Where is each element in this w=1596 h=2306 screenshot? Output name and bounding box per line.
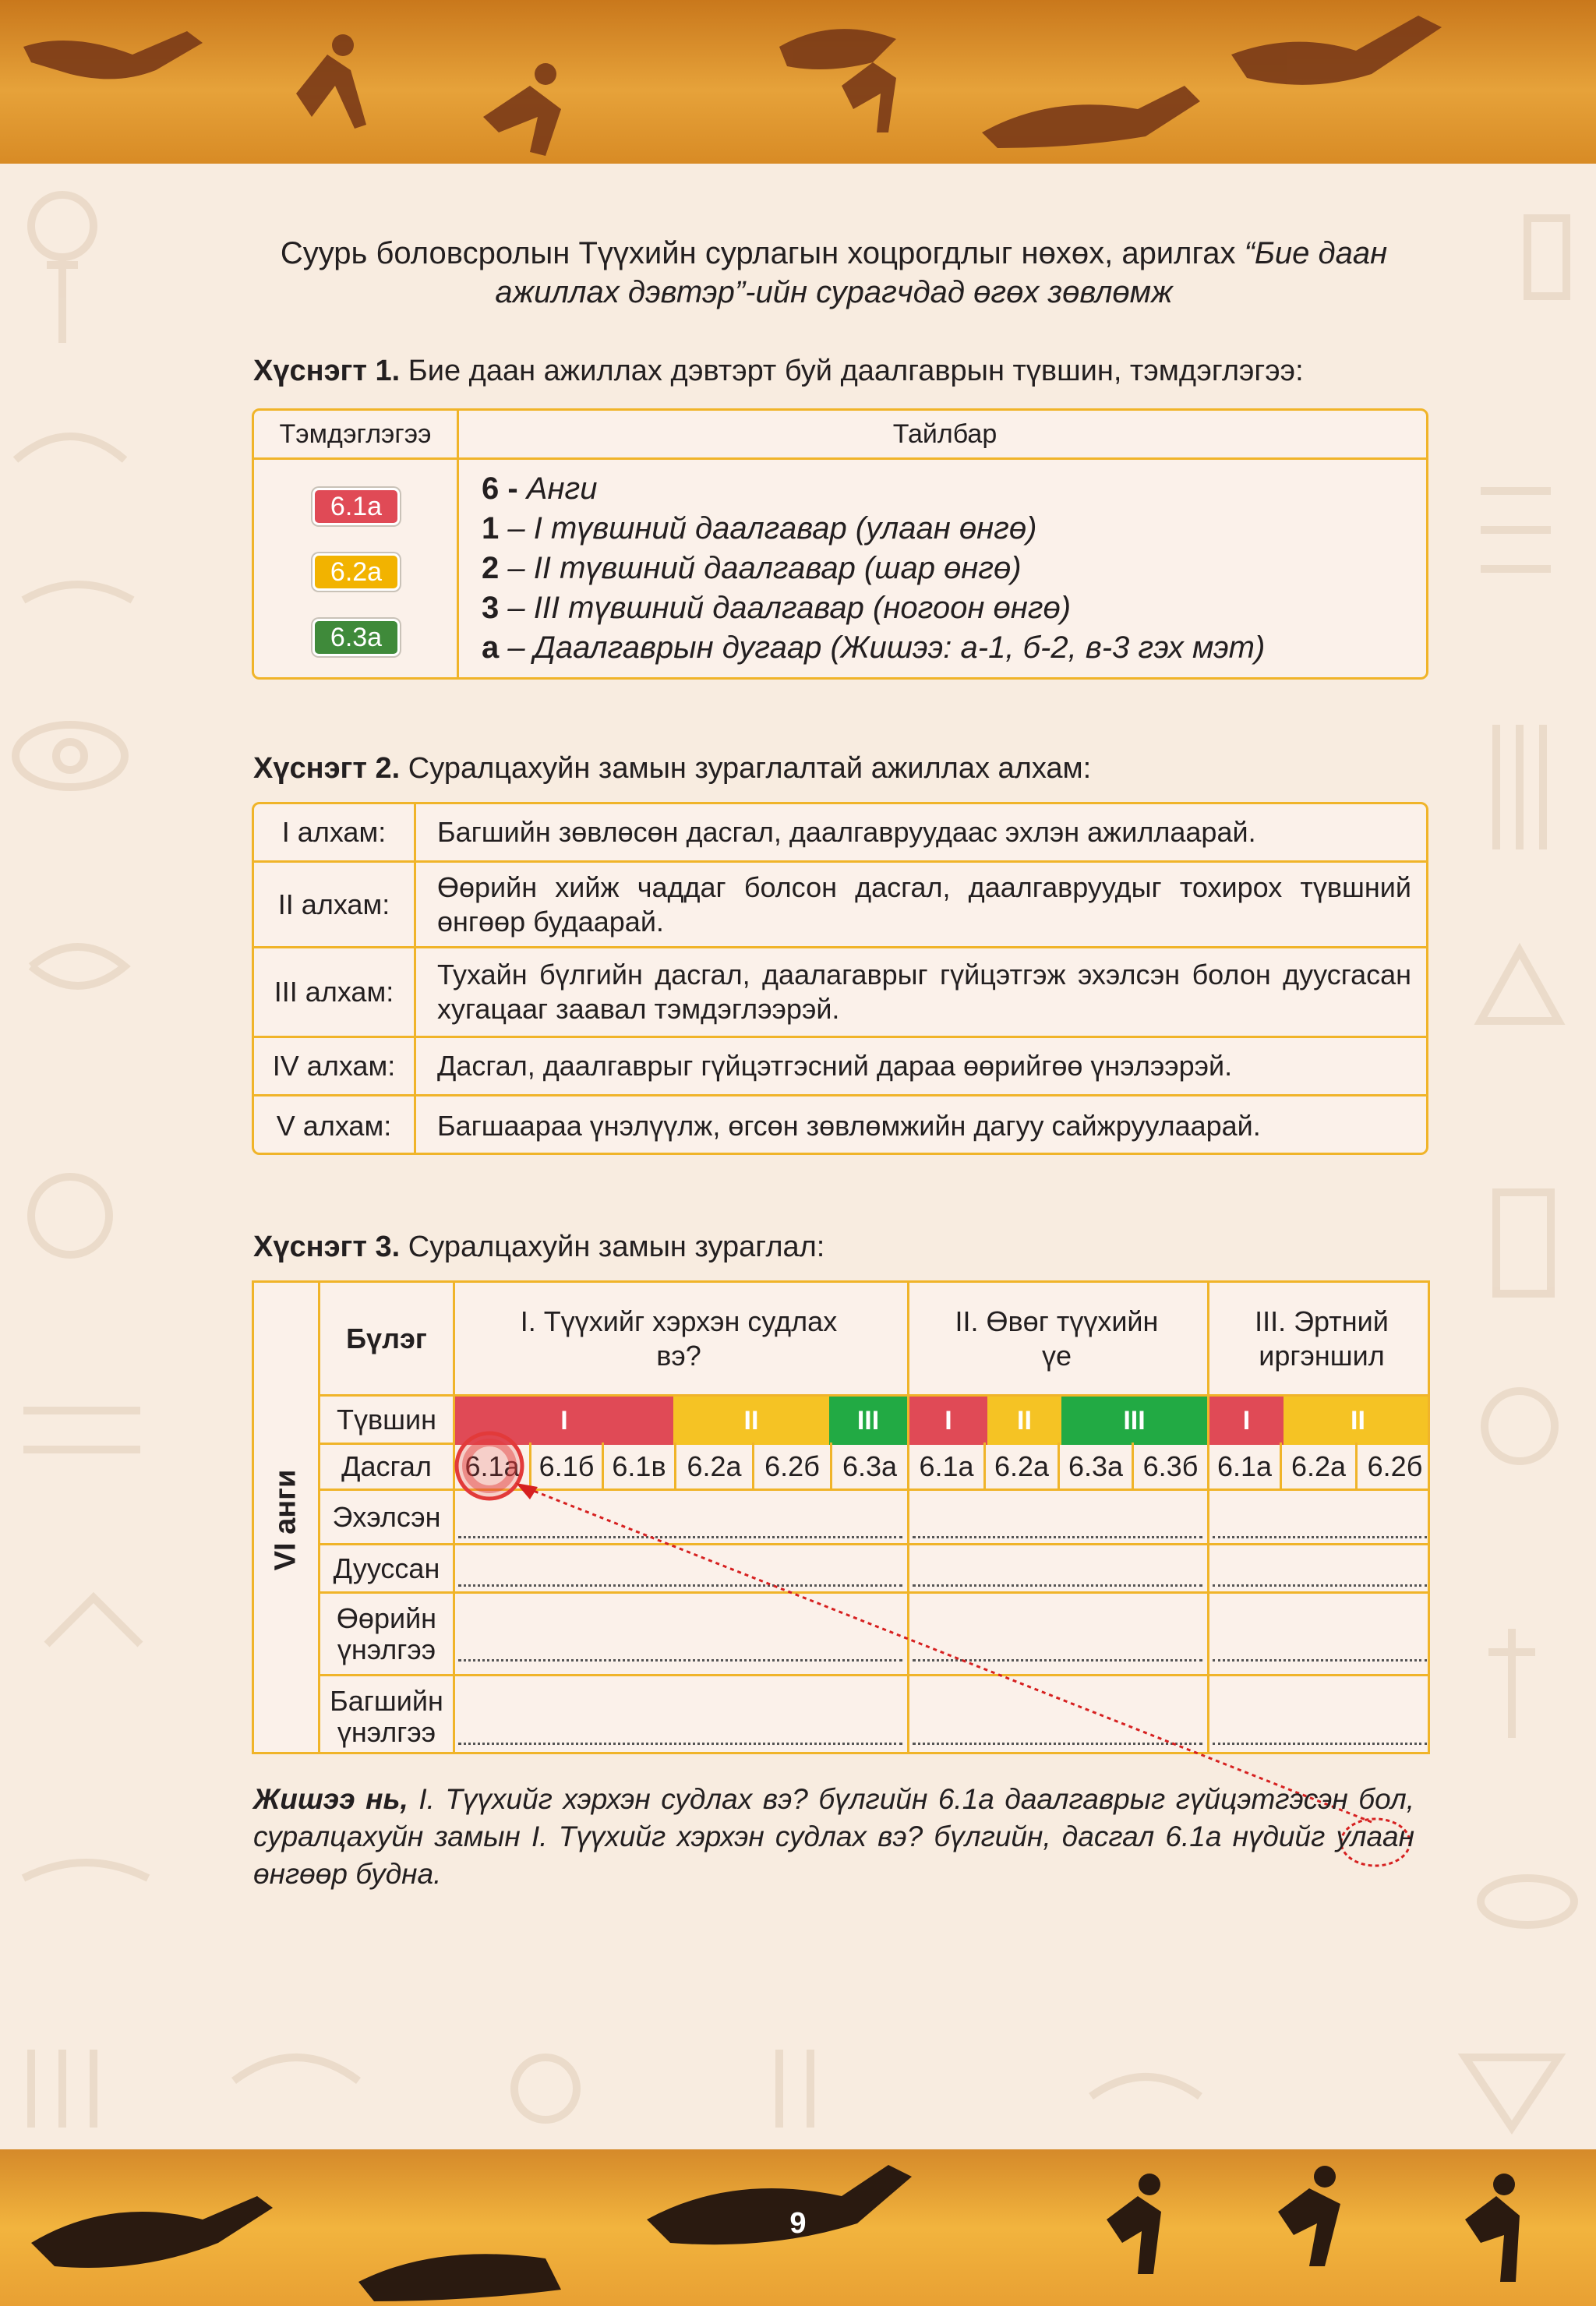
legend-item: 2 – II түвшний даалгавар (шар өнгө) <box>482 551 1022 585</box>
exercise-cell[interactable]: 6.2б <box>1367 1450 1423 1482</box>
table3-caption-text: Суралцахуйн замын зураглал: <box>400 1231 825 1263</box>
example-body: I. Түүхийг хэрхэн судлах вэ? бүлгийн 6.1а даалгаврыг гүйцэтгэсэн бол, суралцахуйн замын I. Түүхийг хэрхэн судлах вэ? бүлгийн, дасгал 6.1а нүдийг улаан өнгөөр будна. <box>253 1783 1415 1890</box>
step-label: V алхам: <box>276 1109 392 1142</box>
step-label: IV алхам: <box>272 1050 396 1082</box>
row-label-finished: Дууссан <box>333 1552 440 1584</box>
level-cell: II <box>673 1397 829 1445</box>
table1-header-description: Тайлбар <box>892 419 998 449</box>
exercise-cell[interactable]: 6.2а <box>687 1450 742 1482</box>
title-line2: ажиллах дэвтэр”-ийн сурагчдад өгөх зөвлөмж <box>495 275 1173 309</box>
exercise-cell[interactable]: 6.1а <box>1216 1450 1273 1482</box>
dotted-arrow-line <box>524 1487 1372 1822</box>
level-cell: I <box>455 1397 673 1445</box>
grade-label: VI анги <box>269 1469 302 1570</box>
step-label: I алхам: <box>281 816 387 848</box>
legend-item: 1 – I түвшний даалгавар (улаан өнгө) <box>482 511 1037 546</box>
exercise-cell[interactable]: 6.1в <box>612 1450 666 1482</box>
exercise-cell[interactable]: 6.3б <box>1142 1450 1199 1482</box>
table2-caption-bold: Хүснэгт 2. <box>253 752 401 785</box>
example-text <box>253 1781 1414 1893</box>
exercise-cell[interactable]: 6.1а <box>464 1450 520 1482</box>
table2-caption-text: Суралцахуйн замын зураглалтай ажиллах алхам: <box>400 752 1092 785</box>
legend-item: 3 – III түвшний даалгавар (ногоон өнгө) <box>482 591 1072 625</box>
row-label-self-eval: Өөрийн үнэлгээ <box>336 1601 437 1665</box>
step-text: Багшаараа үнэлүүлж, өгсөн зөвлөмжийн дагуу сайжруулаарай. <box>437 1109 1261 1142</box>
exercise-cell[interactable]: 6.2а <box>1291 1450 1347 1482</box>
legend-item: 6 - Анги <box>482 471 598 506</box>
level-cell: III <box>829 1397 907 1445</box>
level-cell: I <box>909 1397 987 1445</box>
exercise-cell[interactable]: 6.1а <box>919 1450 974 1482</box>
table1-header-notation: Тэмдэглэгээ <box>279 419 432 449</box>
row-label-section: Бүлэг <box>346 1322 427 1354</box>
exercise-cell[interactable]: 6.3а <box>842 1450 898 1482</box>
level-cell: III <box>1061 1397 1207 1445</box>
row-label-level: Түвшин <box>337 1403 436 1436</box>
legend-item: а – Даалгаврын дугаар (Жишээ: а-1, б-2, в-3 гэх мэт) <box>482 630 1266 665</box>
level-badge-red: 6.1а <box>312 488 400 525</box>
level-badge-green: 6.3а <box>312 619 400 656</box>
section-title: III. Эртний иргэншил <box>1255 1305 1389 1372</box>
level-cell: I <box>1209 1397 1284 1445</box>
step-label: III алхам: <box>274 976 394 1008</box>
row-label-exercise: Дасгал <box>341 1450 432 1482</box>
step-text: Дасгал, даалгаврыг гүйцэтгэсний дараа өөрийгөө үнэлээрэй. <box>437 1050 1233 1082</box>
table1-caption-text: Бие даан ажиллах дэвтэрт буй даалгаврын түвшин, тэмдэглэгээ: <box>400 355 1304 387</box>
level-cell: II <box>987 1397 1061 1445</box>
exercise-cell[interactable]: 6.3а <box>1068 1450 1124 1482</box>
title-line1-italic: “Бие даан <box>1244 236 1388 270</box>
arrow-head <box>516 1483 538 1499</box>
exercise-cell[interactable]: 6.2а <box>994 1450 1050 1482</box>
example-bold: Жишээ нь, <box>253 1783 408 1815</box>
table3-caption-bold: Хүснэгт 3. <box>253 1231 401 1263</box>
step-text: Тухайн бүлгийн дасгал, даалагаврыг гүйцэтгэж эхэлсэн болон дуусгасан хугацааг заавал тэмдэглээрэй. <box>437 959 1411 1025</box>
step-label: II алхам: <box>277 888 390 920</box>
row-label-started: Эхэлсэн <box>332 1500 441 1533</box>
section-title: II. Өвөг түүхийн үе <box>955 1305 1159 1372</box>
table1-caption-bold: Хүснэгт 1. <box>253 355 401 387</box>
step-text: Өөрийн хийж чаддаг болсон дасгал, даалгавруудыг тохирох түвшний өнгөөр будаарай. <box>437 870 1411 938</box>
exercise-cell[interactable]: 6.2б <box>764 1450 820 1482</box>
title-line1: Суурь боловсролын Түүхийн сурлагын хоцрогдлыг нөхөх, арилгах <box>280 236 1245 270</box>
exercise-cell[interactable]: 6.1б <box>538 1450 595 1482</box>
level-badge-yellow: 6.2а <box>312 553 400 591</box>
section-title: I. Түүхийг хэрхэн судлах вэ? <box>520 1305 838 1372</box>
level-cell: II <box>1284 1397 1430 1445</box>
step-text: Багшийн зөвлөсөн дасгал, даалгавруудаас эхлэн ажиллаарай. <box>437 816 1256 848</box>
page-number: 9 <box>789 2207 807 2240</box>
row-label-teacher-eval: Багшийн үнэлгээ <box>330 1684 443 1748</box>
